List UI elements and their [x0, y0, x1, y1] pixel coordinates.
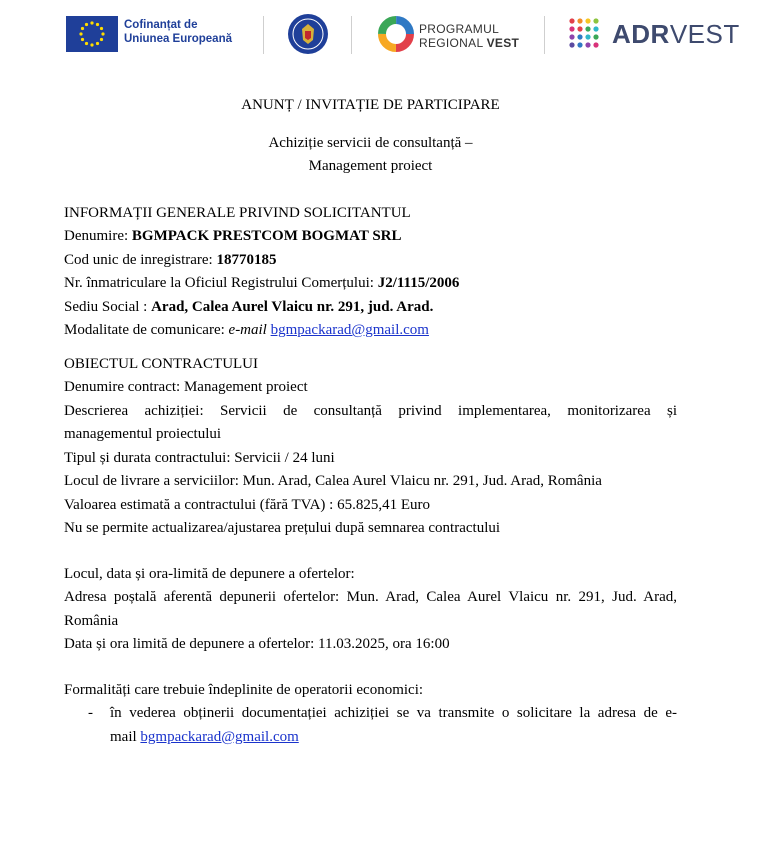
announcement-document	[64, 94, 677, 749]
applicant-headquarters: Sediu Social : Arad, Calea Aurel Vlaicu nr. 291, jud. Arad.	[64, 298, 434, 315]
logo-divider	[544, 16, 545, 54]
eu-logo-line1: Cofinanțat de	[124, 19, 198, 31]
formalities-heading: Formalități care trebuie îndeplinite de operatorii economici:	[64, 681, 424, 698]
program-logo-line2: REGIONAL VEST	[419, 36, 520, 50]
contract-type: Tipul și durata contractului: Servicii / 24 luni	[64, 449, 335, 466]
program-ring-icon	[377, 15, 415, 53]
bullet-dash: -	[88, 705, 93, 721]
submission-deadline: Data și ora limită de depunere a ofertelor: 11.03.2025, ora 16:00	[64, 636, 450, 652]
adr-dots-icon	[566, 15, 606, 53]
contract-description-line2: managementul proiectului	[64, 426, 222, 442]
logo-divider	[263, 16, 264, 54]
applicant-email-link[interactable]: bgmpackarad@gmail.com	[270, 322, 429, 338]
contract-name: Denumire contract: Management proiect	[64, 379, 308, 395]
document-subtitle-line1: Achiziție servicii de consultanță –	[268, 134, 473, 151]
eu-cofunded-logo	[66, 13, 256, 55]
applicant-name: Denumire: BGMPACK PRESTCOM BOGMAT SRL	[64, 228, 402, 244]
eu-flag-icon	[66, 16, 118, 52]
logo-divider	[351, 16, 352, 54]
contract-place: Locul de livrare a serviciilor: Mun. Arad, Calea Aurel Vlaicu nr. 291, Jud. Arad, România	[64, 473, 602, 489]
contract-value: Valoarea estimată a contractului (fără TVA) : 65.825,41 Euro	[64, 496, 430, 513]
program-logo-line1: PROGRAMUL	[419, 22, 500, 36]
formalities-email-link[interactable]: bgmpackarad@gmail.com	[140, 728, 299, 745]
romanian-government-seal-icon	[287, 13, 329, 55]
submission-address-line1: Adresa poștală aferentă depunerii ofertelor: Mun. Arad, Calea Aurel Vlaicu nr. 291, Jud. Arad,	[64, 589, 677, 605]
document-title: ANUNȚ / INVITAȚIE DE PARTICIPARE	[241, 97, 500, 113]
submission-heading: Locul, data și ora-limită de depunere a ofertelor:	[64, 565, 355, 582]
adr-vest-logo: ADRVEST	[566, 13, 736, 55]
contract-price-note: Nu se permite actualizarea/ajustarea prețului după semnarea contractului	[64, 520, 501, 536]
submission-address-line2: România	[64, 612, 119, 629]
document-subtitle-line2: Management proiect	[308, 158, 433, 174]
formalities-bullet	[64, 702, 677, 749]
formalities-bullet-line2: mail bgmpackarad@gmail.com	[110, 728, 299, 745]
eu-logo-line2: Uniunea Europeană	[124, 33, 232, 45]
contract-heading: OBIECTUL CONTRACTULUI	[64, 355, 259, 372]
applicant-cui: Cod unic de inregistrare: 18770185	[64, 251, 277, 268]
applicant-communication: Modalitate de comunicare: e-mail bgmpackarad@gmail.com	[64, 322, 429, 338]
contract-description-line1: Descrierea achiziției: Servicii de consultanță privind implementarea, monitorizarea și	[64, 402, 677, 419]
applicant-heading: INFORMAȚII GENERALE PRIVIND SOLICITANTUL	[64, 204, 411, 221]
applicant-registration: Nr. înmatriculare la Oficiul Registrului Comerțului: J2/1115/2006	[64, 275, 460, 291]
formalities-bullet-line1: în vederea obținerii documentației achiziției se va transmite o solicitare la adresa de e-	[110, 705, 677, 721]
header-logos	[0, 0, 757, 72]
program-regional-vest-logo	[377, 13, 527, 55]
